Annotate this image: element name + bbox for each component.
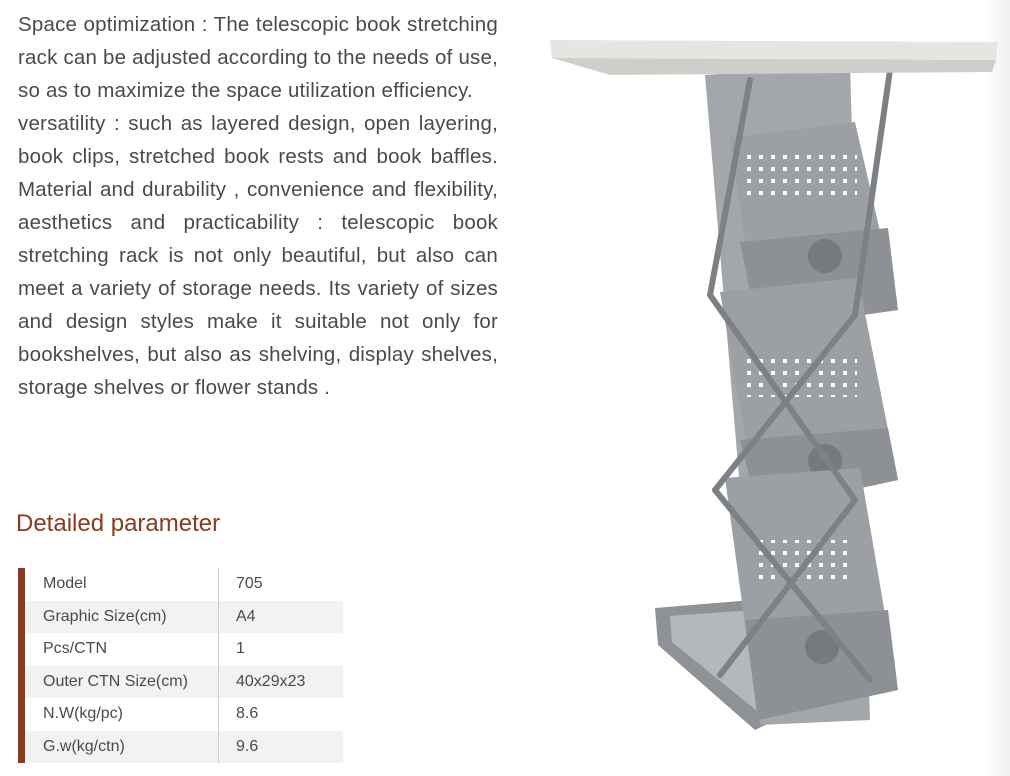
shelf-1-finger-hole <box>808 239 842 273</box>
table-row <box>25 698 343 731</box>
param-label-model: Model <box>43 575 87 593</box>
product-description <box>18 8 498 404</box>
detailed-parameter-heading: Detailed parameter <box>16 510 221 537</box>
table-row <box>25 601 343 634</box>
table-top-edge <box>552 58 996 75</box>
param-value-graphic-size: A4 <box>236 607 256 625</box>
param-value-pcs-ctn: 1 <box>236 640 245 658</box>
description-versatility: versatility : such as layered design, open layering, book clips, stretched book rests and book baffles. Material and durability , convenience and flexibility, aesthetics and practicability : telescopic book stretching rack is not only beautiful, but also can meet a variety of storage needs. Its variety of sizes and design styles make it suitable not only for bookshelves, but also as shelving, display shelves, storage shelves or flower stands . <box>18 112 498 399</box>
table-row <box>25 731 343 764</box>
table-top <box>550 40 998 60</box>
param-value-gross-weight: 9.6 <box>236 737 259 755</box>
table-row <box>25 568 343 601</box>
shelf-1-perforations <box>745 155 857 200</box>
shelf-3-front <box>745 610 898 720</box>
param-label-gross-weight: G.w(kg/ctn) <box>43 737 125 755</box>
param-label-net-weight: N.W(kg/pc) <box>43 705 123 723</box>
param-value-model: 705 <box>236 575 263 593</box>
table-row <box>25 666 343 699</box>
param-label-outer-ctn-size: Outer CTN Size(cm) <box>43 672 188 690</box>
shelf-2-perforations <box>745 352 857 397</box>
description-space-optimization: Space optimization : The telescopic book stretching rack can be adjusted according to the needs of use, so as to maximize the space utilization efficiency. <box>18 13 498 102</box>
param-label-graphic-size: Graphic Size(cm) <box>43 607 167 625</box>
param-value-net-weight: 8.6 <box>236 705 259 723</box>
parameter-table <box>18 568 343 763</box>
param-label-pcs-ctn: Pcs/CTN <box>43 640 107 658</box>
product-image <box>540 20 1010 760</box>
param-value-outer-ctn-size: 40x29x23 <box>236 672 306 690</box>
table-row <box>25 633 343 666</box>
